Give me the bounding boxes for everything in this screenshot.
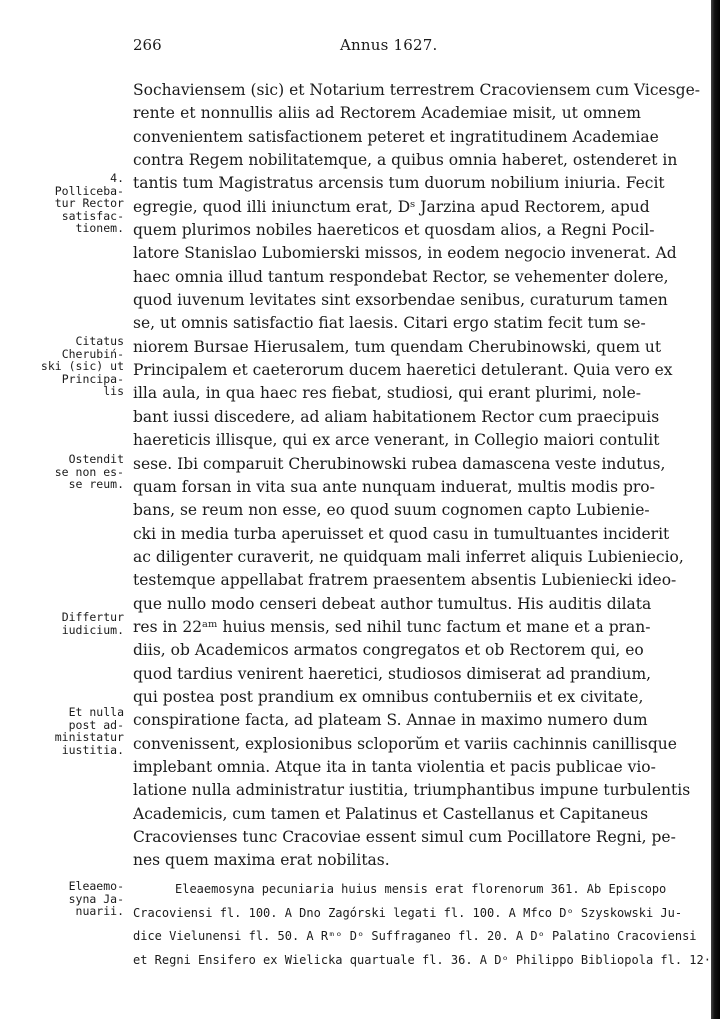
alms-line: Cracoviensi fl. 100. A Dno Zagórski legati fl. 100. A Mfco Dᵒ Szyskowski Ju- <box>133 905 683 920</box>
text-line: quem plurimos nobiles haereticos et quosdam alios, a Regni Pocil- <box>133 221 655 240</box>
margin-note-not-guilty <box>4 453 124 491</box>
alms-line: dice Vielunensi fl. 50. A Rᵐᵒ Dᵒ Suffraganeo fl. 20. A Dᵒ Palatino Cracoviensi <box>133 929 697 943</box>
text-line: nes quem maxima erat nobilitas. <box>133 851 390 870</box>
main-text <box>133 79 700 873</box>
text-line: cki in media turba aperuisset et quod casu in tumultuantes inciderit <box>133 524 670 543</box>
text-line: latione nulla administratur iustitia, triumphantibus impune turbulentis <box>133 781 691 800</box>
text-line: haec omnia illud tantum respondebat Rector, se vehementer dolere, <box>133 267 669 286</box>
text-line: se, ut omnis satisfactio fiat laesis. Citari ergo statim fecit tum se- <box>133 314 646 333</box>
text-line: Academicis, cum tamen et Palatinus et Castellanus et Capitaneus <box>133 804 649 823</box>
margin-note-line: tur Rector <box>54 196 124 211</box>
margin-note-line: Cherubiń- <box>61 346 124 361</box>
margin-note-no-justice <box>4 706 124 756</box>
margin-note-line: nuarii. <box>75 904 124 919</box>
text-line: bans, se reum non esse, eo quod suum cognomen capto Lubienie- <box>133 501 650 520</box>
text-line: qui postea post prandium ex omnibus contuberniis et ex civitate, <box>133 687 644 706</box>
margin-note-line: se non es- <box>54 464 124 479</box>
text-line: testemque appellabat fratrem praesentem absentis Lubieniecki ideo- <box>133 571 677 590</box>
text-line: tantis tum Magistratus arcensis tum duorum nobilium iniuria. Fecit <box>133 174 665 193</box>
text-line: sese. Ibi comparuit Cherubinowski rubea damascena veste indutus, <box>133 454 666 473</box>
margin-note-line: Principa- <box>61 371 124 386</box>
alms-paragraph <box>133 878 711 972</box>
text-line: contra Regem nobilitatemque, a quibus omnia haberet, ostenderet in <box>133 151 678 170</box>
margin-note-line: ministatur <box>54 730 124 745</box>
margin-note-summoned <box>4 335 124 398</box>
text-line: implebant omnia. Atque ita in tanta violentia et pacis publicae vio- <box>133 757 656 776</box>
text-line: res in 22ᵃᵐ huius mensis, sed nihil tunc factum et mane et a pran- <box>133 617 651 636</box>
text-line: quam forsan in vita sua ante nunquam induerat, multis modis pro- <box>133 477 655 496</box>
text-line: ac diligenter curaverit, ne quidquam mali inferret aliquis Lubieniecio, <box>133 547 684 566</box>
margin-note-line: Ostendit <box>68 452 124 466</box>
text-line: Principalem et caeterorum ducem haeretici detulerant. Quia vero ex <box>133 361 673 380</box>
margin-note-line: Eleaemo- <box>68 879 124 893</box>
margin-note-line: se reum. <box>68 477 124 492</box>
text-line: Sochaviensem (sic) et Notarium terrestrem Cracoviensem cum Vicesge- <box>133 81 700 99</box>
text-line: diis, ob Academicos armatos congregatos et ob Rectorem qui, eo <box>133 641 644 660</box>
text-line: quod iuvenum levitates sint exsorbendae senibus, curaturum tamen <box>133 291 668 310</box>
text-line: convenientem satisfactionem peteret et ingratitudinem Academiae <box>133 127 659 146</box>
margin-note-alms <box>4 880 124 918</box>
margin-note-line: iudicium. <box>61 622 124 637</box>
text-line: niorem Bursae Hierusalem, tum quendam Cherubinowski, quem ut <box>133 337 662 356</box>
margin-note-line: 4. <box>110 171 124 185</box>
margin-note-line: satisfac- <box>61 208 124 223</box>
text-line: que nullo modo censeri debeat author tumultus. His auditis dilata <box>133 594 652 613</box>
margin-note-line: Et nulla <box>68 705 124 719</box>
margin-note-line: syna Ja- <box>68 891 124 906</box>
text-line: conspiratione facta, ad plateam S. Annae in maximo numero dum <box>133 711 648 730</box>
alms-line: et Regni Ensifero ex Wielicka quartuale fl. 36. A Dᵒ Philippo Bibliopola fl. 12· <box>133 952 711 967</box>
text-line: egregie, quod illi iniunctum erat, Dˢ Jarzina apud Rectorem, apud <box>133 197 650 216</box>
margin-note-line: post ad- <box>68 717 124 732</box>
text-line: haereticis illisque, qui ex arce venerant, in Collegio maiori contulit <box>133 431 660 450</box>
text-line: Cracovienses tunc Cracoviae essent simul cum Pocillatore Regni, pe- <box>133 828 676 846</box>
text-line: illa aula, in qua haec res fiebat, studiosi, qui erant plurimi, nole- <box>133 384 641 403</box>
page-number: 266 <box>133 36 162 54</box>
text-line: quod tardius venirent haeretici, studiosos dimiserat ad prandium, <box>133 664 652 683</box>
alms-line: Eleaemosyna pecuniaria huius mensis erat florenorum 361. Ab Episcopo <box>175 882 667 896</box>
margin-note-line: iustitia. <box>61 742 124 757</box>
margin-note-promise <box>4 172 124 235</box>
page-edge-shadow <box>711 0 720 1019</box>
margin-note-line: lis <box>103 384 124 399</box>
text-line: latore Stanislao Lubomierski missos, in eodem negocio invenerat. Ad <box>133 244 677 263</box>
margin-note-line: tionem. <box>75 221 124 236</box>
margin-note-line: ski (sic) ut <box>40 359 124 374</box>
text-line: bant iussi discedere, ad aliam habitationem Rector cum praecipuis <box>133 407 660 426</box>
text-line: rente et nonnullis aliis ad Rectorem Academiae misit, ut omnem <box>133 104 641 123</box>
margin-note-line: Citatus <box>75 334 124 348</box>
margin-note-postponed <box>4 611 124 636</box>
running-title: Annus 1627. <box>340 36 438 54</box>
margin-note-line: Polliceba- <box>54 183 124 198</box>
text-line: convenissent, explosionibus scloporŭm et variis cachinnis canillisque <box>133 734 677 753</box>
margin-note-line: Differtur <box>61 610 124 624</box>
